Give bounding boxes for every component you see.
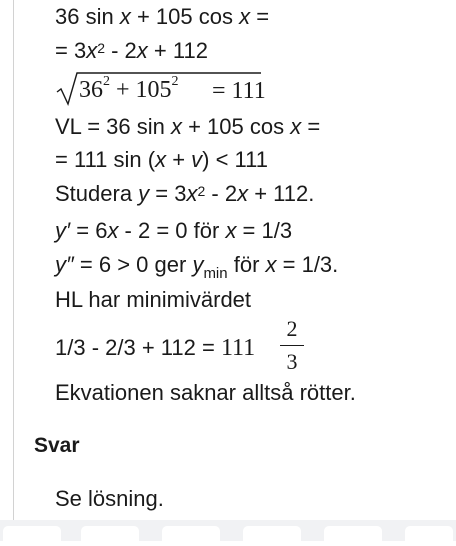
toolbar-tab-1[interactable] [3, 526, 61, 546]
left-margin-rule [13, 0, 14, 520]
solution-line-8: y″ = 6 > 0 ger $y_{min}$ för x = 1/3. [55, 252, 339, 282]
solution-line-6: Studera $y = 3x^2 - 2x + 112$. [55, 181, 315, 206]
bottom-toolbar [0, 520, 456, 541]
solution-line-7: y′ = 6x - 2 = 0 för x = 1/3 [55, 218, 293, 243]
toolbar-tab-3[interactable] [162, 526, 220, 546]
solution-line-10: 1/3 - 2/3 + 112 = 111 [55, 335, 256, 361]
solution-line-11: Ekvationen saknar alltså rötter. [55, 380, 356, 405]
solution-line-1: 36 sin x + 105 cos x = [55, 4, 270, 29]
toolbar-tab-6[interactable] [405, 526, 453, 546]
solution-line-5: = 111 sin (x + v) < 111 [55, 147, 268, 172]
solution-line-2: = $3x^2 - 2x + 112$ [55, 38, 208, 63]
answer-heading: Svar [34, 434, 80, 457]
toolbar-tab-2[interactable] [81, 526, 139, 546]
solution-line-4: VL = 36 sin x + 105 cos x = [55, 114, 321, 139]
mixed-number-fraction: 2 3 [280, 316, 304, 375]
solution-line-3-result: = 111 [212, 78, 266, 104]
solution-line-9: HL har minimivärdet [55, 287, 252, 312]
radicand: $36^2 + 105^2$ [79, 74, 179, 103]
toolbar-tab-5[interactable] [324, 526, 382, 546]
toolbar-tab-4[interactable] [243, 526, 301, 546]
answer-text: Se lösning. [55, 486, 164, 511]
